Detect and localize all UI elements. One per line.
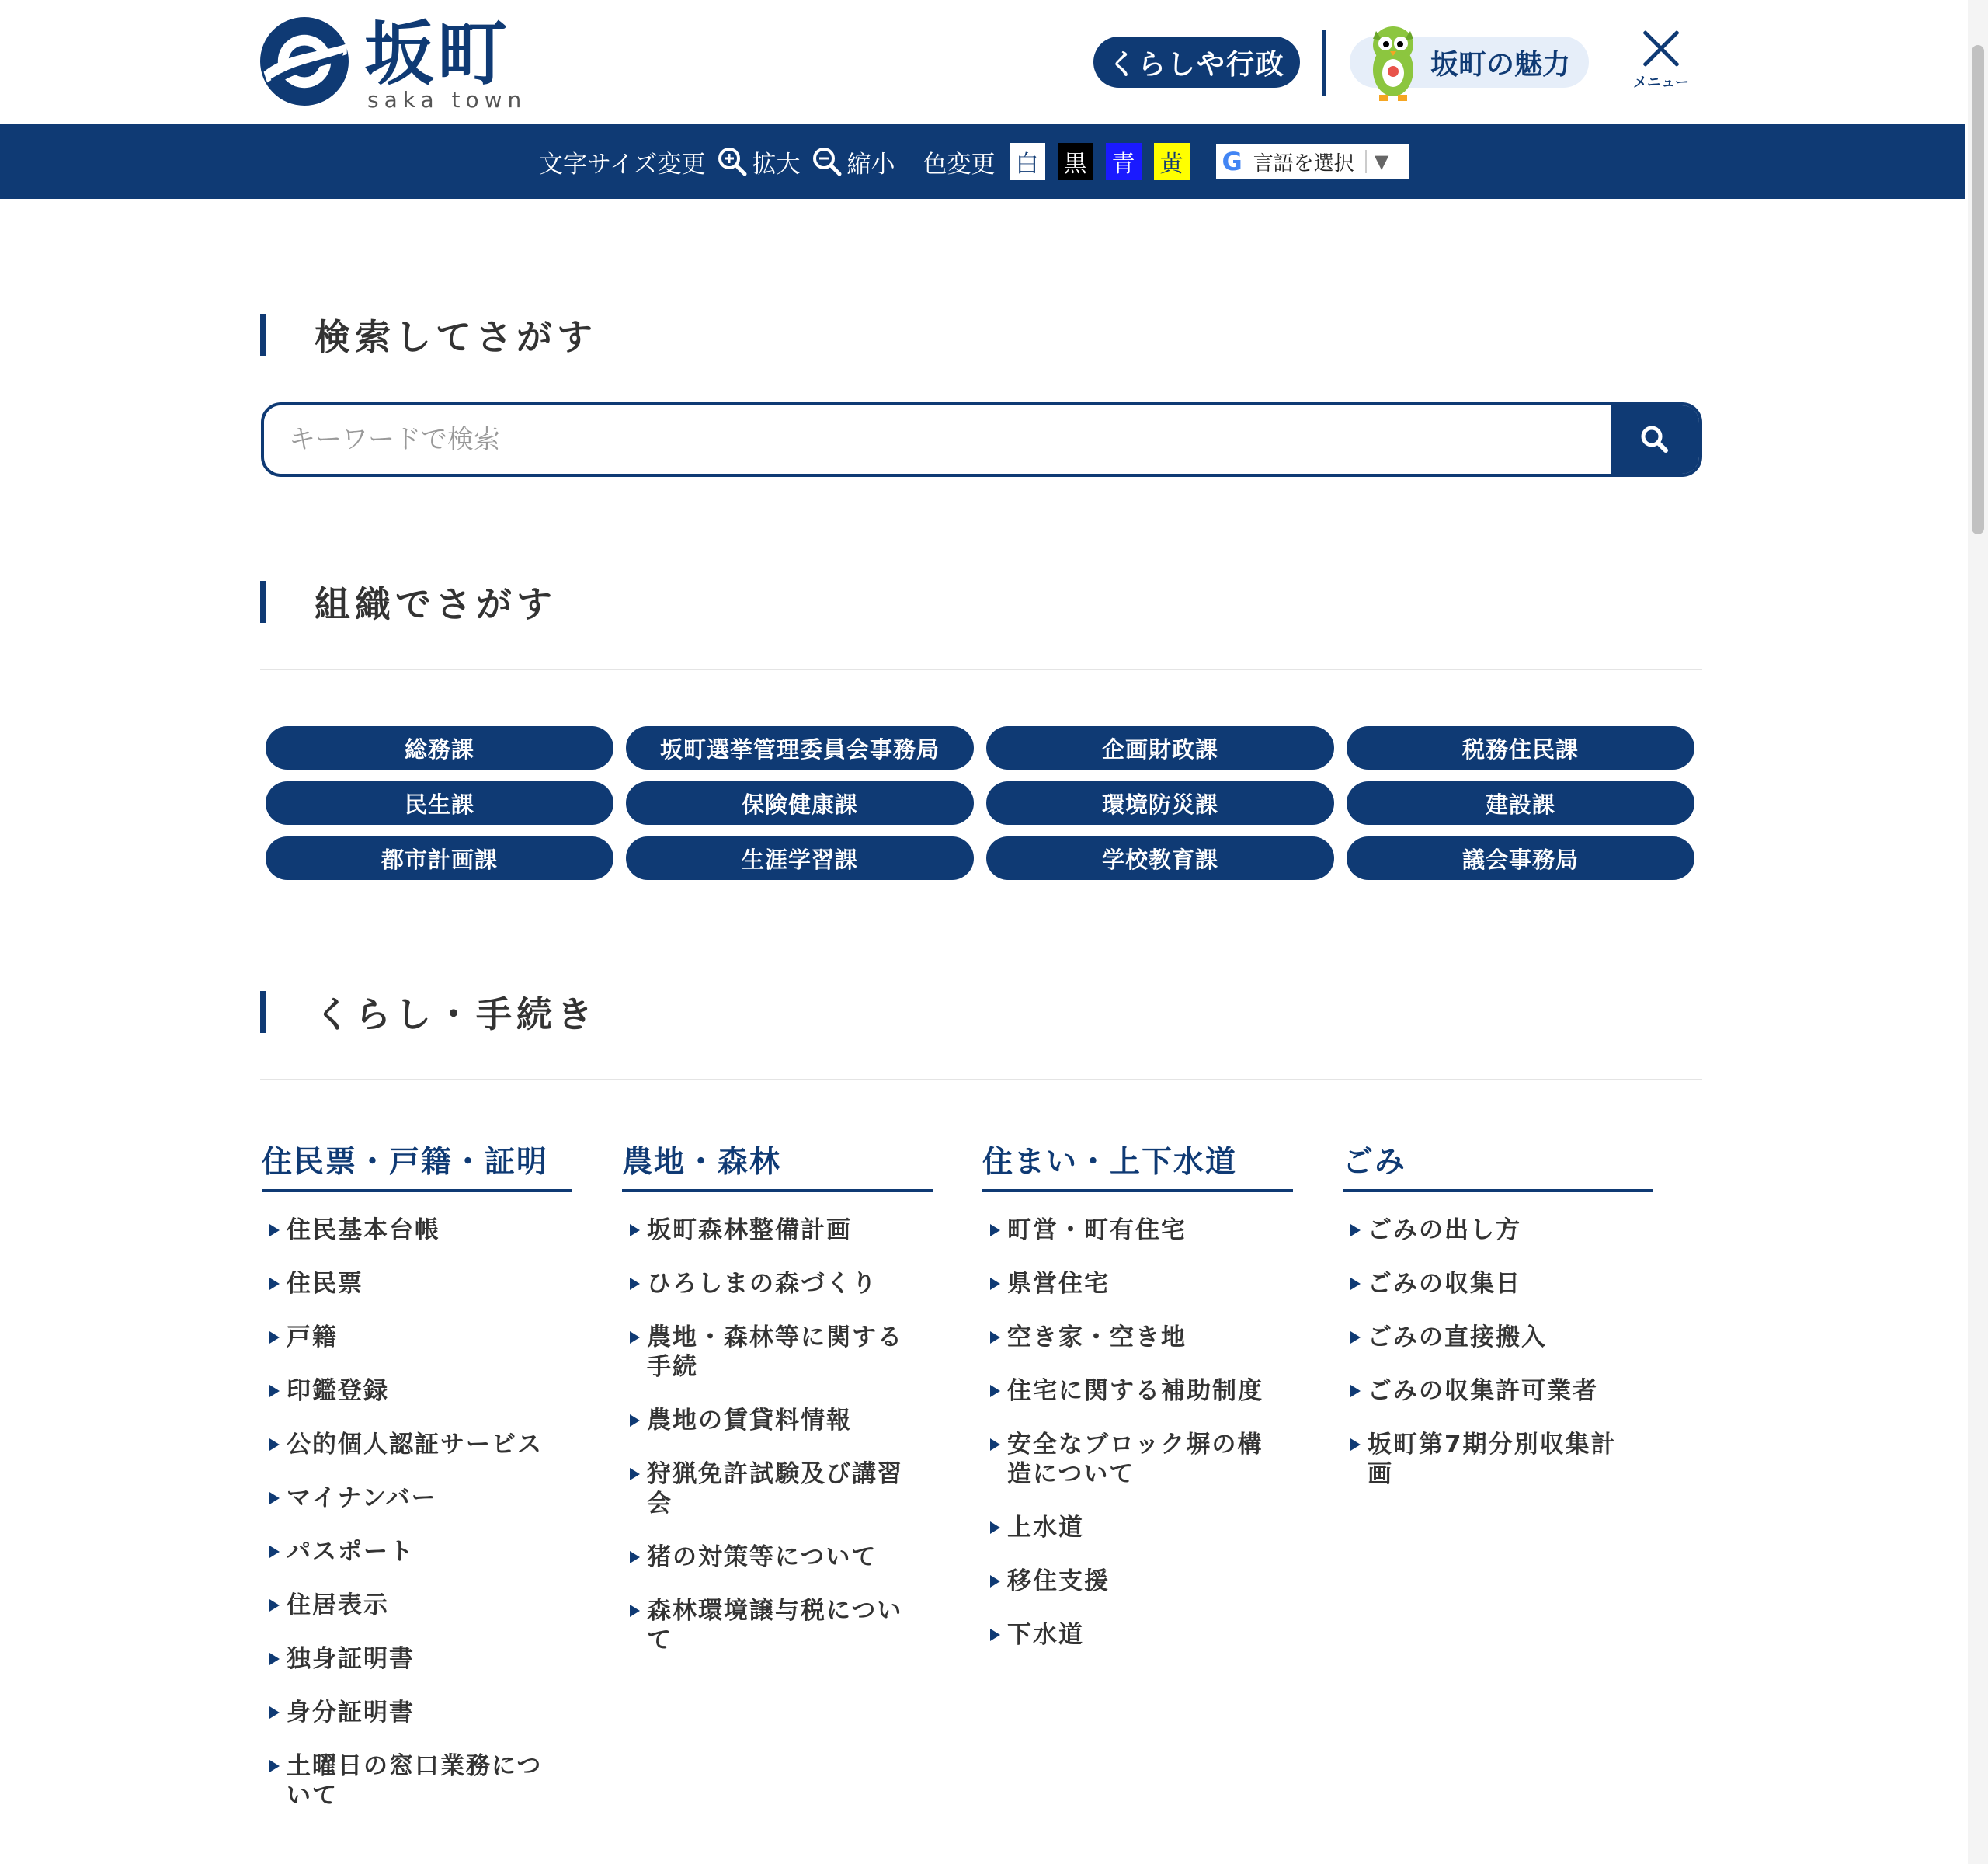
- category-link[interactable]: 空き家・空き地: [982, 1323, 1293, 1352]
- dept-button[interactable]: 議会事務局: [1347, 836, 1694, 880]
- category-housing-water: [982, 1138, 1293, 1834]
- site-header: [0, 0, 1965, 124]
- category-link[interactable]: 農地の賃貸料情報: [622, 1406, 933, 1435]
- dept-button[interactable]: 坂町選挙管理委員会事務局: [626, 726, 974, 770]
- dept-button[interactable]: 環境防災課: [986, 781, 1334, 825]
- kurashi-gyosei-button[interactable]: くらしや行政: [1093, 37, 1300, 88]
- category-link[interactable]: 農地・森林等に関する手続: [622, 1323, 903, 1382]
- living-section-title: くらし・手続き: [315, 993, 597, 1035]
- dept-button[interactable]: 保険健康課: [626, 781, 974, 825]
- color-yellow-button[interactable]: 黄: [1154, 143, 1190, 180]
- color-change-text: 色変更: [923, 150, 996, 179]
- category-link[interactable]: ごみの収集許可業者: [1343, 1376, 1653, 1406]
- logo-subtitle: saka town: [367, 87, 527, 113]
- category-link[interactable]: 印鑑登録: [262, 1376, 572, 1406]
- scrollbar-thumb[interactable]: [1972, 45, 1984, 534]
- search-icon: [1638, 423, 1672, 457]
- town-emblem-icon: [260, 17, 349, 106]
- dept-button[interactable]: 税務住民課: [1347, 726, 1694, 770]
- category-link[interactable]: 土曜日の窓口業務について: [262, 1751, 543, 1810]
- zoom-out-label: 縮小: [846, 150, 895, 179]
- menu-close-button[interactable]: [1631, 30, 1691, 92]
- google-icon: G: [1222, 147, 1242, 176]
- search-section-heading: [260, 309, 597, 360]
- category-link[interactable]: 森林環境譲与税について: [622, 1596, 903, 1655]
- heading-bar: [260, 581, 266, 623]
- menu-label: メニュー: [1633, 75, 1689, 91]
- category-link[interactable]: 住民基本台帳: [262, 1215, 572, 1245]
- font-size-text: 文字サイズ変更: [539, 150, 706, 179]
- department-section-title: 組織でさがす: [315, 583, 557, 625]
- zoom-out-icon: [812, 146, 843, 177]
- category-link[interactable]: 下水道: [982, 1620, 1293, 1650]
- category-link[interactable]: ひろしまの森づくり: [622, 1269, 933, 1299]
- category-link[interactable]: 戸籍: [262, 1323, 572, 1352]
- category-link[interactable]: パスポート: [262, 1537, 572, 1567]
- zoom-out-button[interactable]: [812, 144, 895, 179]
- dept-button[interactable]: 生涯学習課: [626, 836, 974, 880]
- search-input[interactable]: [264, 405, 1611, 474]
- category-farmland-forest: [622, 1138, 933, 1834]
- heading-bar: [260, 991, 266, 1033]
- category-title[interactable]: 農地・森林: [622, 1138, 933, 1192]
- category-link[interactable]: ごみの出し方: [1343, 1215, 1653, 1245]
- category-link[interactable]: 県営住宅: [982, 1269, 1293, 1299]
- dept-button[interactable]: 都市計画課: [266, 836, 613, 880]
- category-link[interactable]: 身分証明書: [262, 1698, 572, 1727]
- divider: [260, 669, 1702, 670]
- category-link[interactable]: 上水道: [982, 1513, 1293, 1542]
- header-divider: [1322, 30, 1326, 96]
- category-link[interactable]: 公的個人認証サービス: [262, 1430, 572, 1459]
- category-list: [982, 1215, 1293, 1650]
- category-title[interactable]: 住まい・上下水道: [982, 1138, 1293, 1192]
- color-black-button[interactable]: 黒: [1058, 143, 1093, 180]
- search-section-title: 検索してさがす: [315, 316, 597, 358]
- mascot-character-icon: [1359, 22, 1427, 103]
- category-link[interactable]: 住居表示: [262, 1591, 572, 1620]
- category-link[interactable]: 独身証明書: [262, 1644, 572, 1674]
- category-title[interactable]: ごみ: [1343, 1138, 1653, 1192]
- zoom-in-button[interactable]: [717, 144, 801, 179]
- saka-charm-label: 坂町の魅力: [1430, 48, 1571, 81]
- divider: [260, 1079, 1702, 1080]
- dept-button[interactable]: 学校教育課: [986, 836, 1334, 880]
- category-link[interactable]: 坂町第7期分別収集計画: [1343, 1430, 1624, 1489]
- category-garbage: [1343, 1138, 1653, 1834]
- color-change-label: [923, 144, 996, 179]
- dept-button[interactable]: 企画財政課: [986, 726, 1334, 770]
- category-link[interactable]: 狩猟免許試験及び講習会: [622, 1459, 903, 1518]
- language-select-label: 言語を選択: [1253, 151, 1354, 176]
- dept-button[interactable]: 総務課: [266, 726, 613, 770]
- font-size-label: [539, 144, 706, 179]
- category-list: [1343, 1215, 1653, 1489]
- category-title[interactable]: 住民票・戸籍・証明: [262, 1138, 572, 1192]
- category-resident: [262, 1138, 572, 1834]
- page-scrollbar[interactable]: [1968, 0, 1988, 1864]
- dropdown-arrow-icon: ▼: [1374, 151, 1389, 172]
- category-link[interactable]: 猪の対策等について: [622, 1542, 933, 1572]
- accessibility-toolbar: [0, 124, 1965, 199]
- category-link[interactable]: 坂町森林整備計画: [622, 1215, 933, 1245]
- category-link[interactable]: 町営・町有住宅: [982, 1215, 1293, 1245]
- dept-button[interactable]: 建設課: [1347, 781, 1694, 825]
- category-link[interactable]: 移住支援: [982, 1567, 1293, 1596]
- logo-title: 坂町: [364, 13, 510, 95]
- category-link[interactable]: 住宅に関する補助制度: [982, 1376, 1293, 1406]
- color-blue-button[interactable]: 青: [1106, 143, 1142, 180]
- search-button[interactable]: [1611, 405, 1699, 474]
- zoom-in-icon: [717, 146, 748, 177]
- color-white-button[interactable]: 白: [1010, 143, 1045, 180]
- heading-bar: [260, 314, 266, 356]
- department-grid: [266, 726, 1694, 880]
- close-icon: [1642, 30, 1680, 68]
- category-link[interactable]: 安全なブロック塀の構造について: [982, 1430, 1263, 1489]
- search-box: [261, 402, 1702, 477]
- category-list: [622, 1215, 933, 1655]
- dept-button[interactable]: 民生課: [266, 781, 613, 825]
- zoom-in-label: 拡大: [752, 150, 801, 179]
- language-select-divider: [1365, 150, 1367, 173]
- department-section-heading: [260, 576, 557, 628]
- site-logo[interactable]: [260, 13, 527, 113]
- category-link[interactable]: ごみの直接搬入: [1343, 1323, 1653, 1352]
- living-categories: [262, 1138, 1703, 1834]
- category-link[interactable]: 住民票: [262, 1269, 572, 1299]
- language-select[interactable]: [1216, 144, 1409, 179]
- living-section-heading: [260, 986, 597, 1038]
- category-link[interactable]: マイナンバー: [262, 1483, 572, 1513]
- category-link[interactable]: ごみの収集日: [1343, 1269, 1653, 1299]
- category-list: [262, 1215, 572, 1810]
